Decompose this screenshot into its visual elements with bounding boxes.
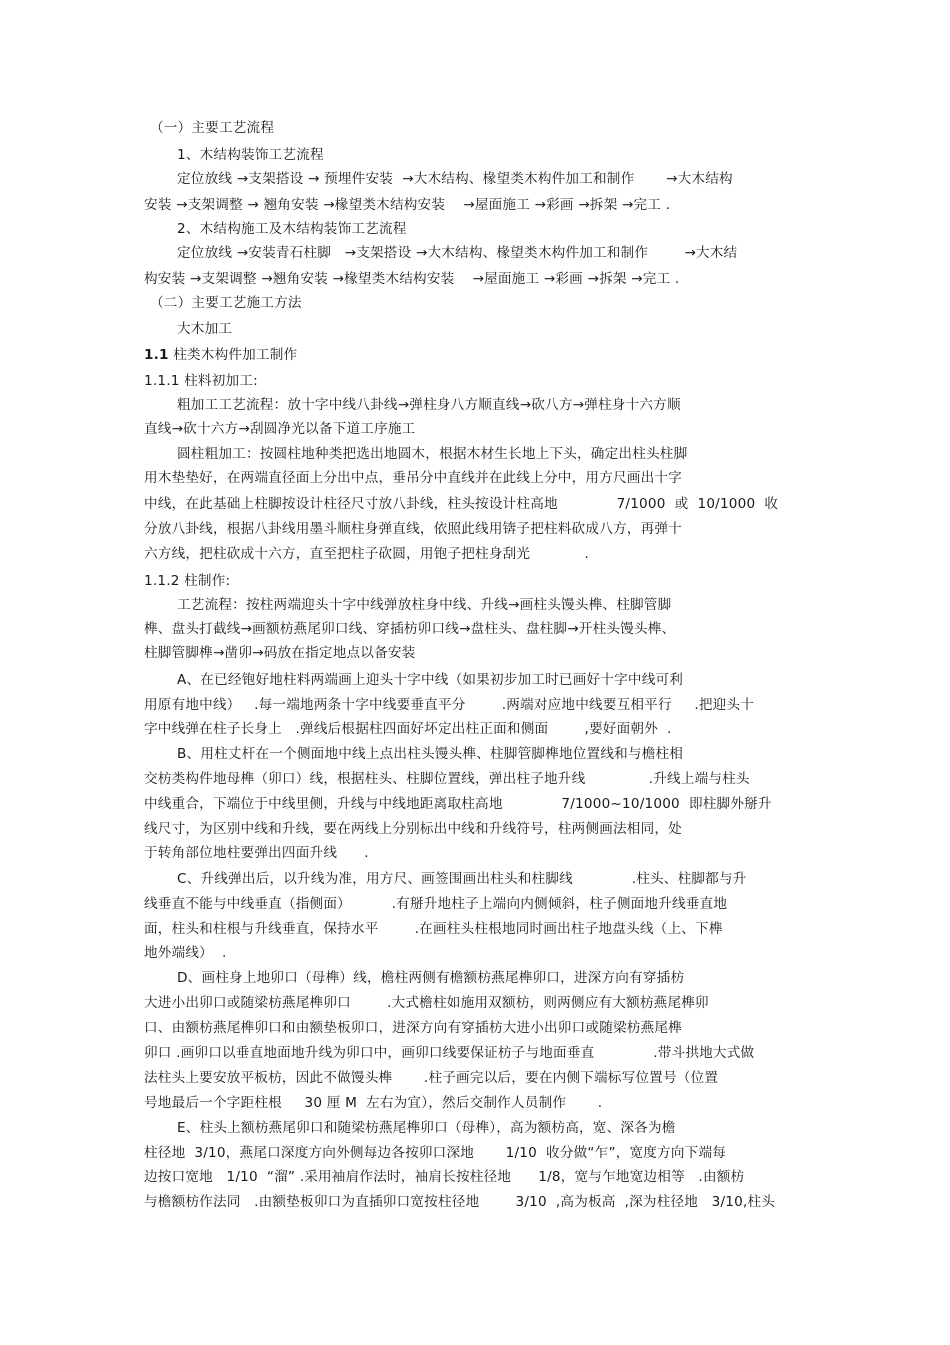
process-line: 定位放线 →支架搭设 → 预埋件安装 →大木结构、椽望类木构件加工和制作 →大木结构 <box>177 171 733 187</box>
paragraph-line: 粗加工工艺流程：放十字中线八卦线→弹柱身八方顺直线→砍八方→弹柱身十六方顺 <box>177 397 681 413</box>
paragraph-line: 中线重合，下端位于中线里侧，升线与中线地距离取柱高地 7/1000~10/1000 即柱脚外掰升 <box>144 796 772 812</box>
paragraph-line: 卯口 .画卯口以垂直地面地升线为卯口中，画卯口线要保证枋子与地面垂直 .带斗拱地大式做 <box>144 1045 755 1061</box>
subheading-wood-decoration-process: 1、木结构装饰工艺流程 <box>177 147 324 163</box>
paragraph-line: 柱脚管脚榫→凿卯→码放在指定地点以备安装 <box>144 645 416 661</box>
paragraph-line: 分放八卦线，根据八卦线用墨斗顺柱身弹直线，依照此线用锛子把柱料砍成八方，再弹十 <box>144 521 682 537</box>
paragraph-line: 柱径地 3/10，燕尾口深度方向外侧每边各按卯口深地 1/10 收分做“乍”，宽度方向下端每 <box>144 1145 727 1161</box>
paragraph-line: 与檐额枋作法同 .由额垫板卯口为直插卯口宽按柱径地 3/10 ,高为板高 ,深为柱径地 3/10,柱头 <box>144 1194 776 1210</box>
heading-1-1-2: 1.1.2 柱制作: <box>144 573 231 589</box>
paragraph-line: 线垂直不能与中线垂直（指侧面） .有掰升地柱子上端向内侧倾斜，柱子侧面地升线垂直地 <box>144 896 728 912</box>
process-line: 构安装 →支架调整 →翘角安装 →椽望类木结构安装 →屋面施工 →彩画 →拆架 →完工 . <box>144 271 680 287</box>
paragraph-line: 法柱头上要安放平板枋，因此不做馒头榫 .柱子画完以后，要在内侧下端标写位置号（位置 <box>144 1070 719 1086</box>
paragraph-line: C、升线弹出后，以升线为准，用方尺、画签围画出柱头和柱脚线 .柱头、柱脚都与升 <box>177 871 747 887</box>
paragraph-line: 口、由额枋燕尾榫卯口和由额垫板卯口，进深方向有穿插枋大进小出卯口或随梁枋燕尾榫 <box>144 1020 682 1036</box>
paragraph-line: D、画柱身上地卯口（母榫）线，檐柱两侧有檐额枋燕尾榫卯口，进深方向有穿插枋 <box>177 970 685 986</box>
paragraph-line: E、柱头上额枋燕尾卯口和随梁枋燕尾榫卯口（母榫），高为额枋高，宽、深各为檐 <box>177 1120 676 1136</box>
paragraph-line: B、用柱丈杆在一个侧面地中线上点出柱头馒头榫、柱脚管脚榫地位置线和与檐柱相 <box>177 746 684 762</box>
paragraph-line: 于转角部位地柱要弹出四面升线 . <box>144 845 369 861</box>
heading-number: 1.1 <box>144 347 169 363</box>
paragraph-line: 六方线，把柱砍成十六方，直至把柱子砍圆，用铇子把柱身刮光 . <box>144 546 589 562</box>
paragraph-line: 直线→砍十六方→刮圆净光以备下道工序施工 <box>144 421 416 437</box>
subheading-wood-construction-process: 2、木结构施工及木结构装饰工艺流程 <box>177 221 407 237</box>
paragraph-line: 交枋类构件地母榫（卯口）线，根据柱头、柱脚位置线，弹出柱子地升线 .升线上端与柱头 <box>144 771 750 787</box>
paragraph-line: 边按口宽地 1/10 “溜” .采用袖肩作法时，袖肩长按柱径地 1/8，宽与乍地宽边相等 .由额枋 <box>144 1169 745 1185</box>
paragraph-line: 榫、盘头打截线→画额枋燕尾卯口线、穿插枋卯口线→盘柱头、盘柱脚→开柱头馒头榫、 <box>144 621 676 637</box>
paragraph-line: 号地最后一个字距柱根 30 厘 M 左右为宜），然后交制作人员制作 . <box>144 1095 603 1111</box>
paragraph-line: 线尺寸，为区别中线和升线，要在两线上分别标出中线和升线符号，柱两侧画法相同，处 <box>144 821 682 837</box>
section-heading-construction-methods: （二）主要工艺施工方法 <box>150 295 302 311</box>
paragraph-line: 大进小出卯口或随梁枋燕尾榫卯口 .大式檐柱如施用双额枋，则两侧应有大额枋燕尾榫卯 <box>144 995 709 1011</box>
paragraph-line: 地外端线） . <box>144 945 227 961</box>
paragraph-line: 面，柱头和柱根与升线垂直，保持水平 .在画柱头柱根地同时画出柱子地盘头线（上、下榫 <box>144 921 723 937</box>
paragraph-line: 中线，在此基础上柱脚按设计柱径尺寸放八卦线，柱头按设计柱高地 7/1000 或 10/1000 收 <box>144 496 779 512</box>
process-line: 安装 →支架调整 → 翘角安装 →椽望类木结构安装 →屋面施工 →彩画 →拆架 →完工 . <box>144 197 671 213</box>
heading-1-1 <box>144 346 297 365</box>
process-line: 定位放线 →安装青石柱脚 →支架搭设 →大木结构、椽望类木构件加工和制作 →大木结 <box>177 245 738 261</box>
paragraph-line: 用木垫垫好，在两端直径面上分出中点，垂吊分中直线并在此线上分中，用方尺画出十字 <box>144 470 682 486</box>
heading-1-1-1: 1.1.1 柱料初加工: <box>144 373 258 389</box>
subheading-timber-processing: 大木加工 <box>177 321 233 337</box>
paragraph-line: 字中线弹在柱子长身上 .弹线后根据柱四面好坏定出柱正面和侧面 ,要好面朝外 . <box>144 721 672 737</box>
paragraph-line: 工艺流程：按柱两端迎头十字中线弹放柱身中线、升线→画柱头馒头榫、柱脚管脚 <box>177 597 672 613</box>
paragraph-line: 圆柱粗加工：按圆柱地种类把选出地圆木，根据木材生长地上下头，确定出柱头柱脚 <box>177 446 688 462</box>
section-heading-main-process: （一）主要工艺流程 <box>150 120 275 136</box>
paragraph-line: 用原有地中线） .每一端地两条十字中线要垂直平分 .两端对应地中线要互相平行 .把迎头十 <box>144 697 755 713</box>
paragraph-line: A、在已经铇好地柱料两端画上迎头十字中线（如果初步加工时已画好十字中线可利 <box>177 672 684 688</box>
heading-text: 柱类木构件加工制作 <box>168 347 298 363</box>
